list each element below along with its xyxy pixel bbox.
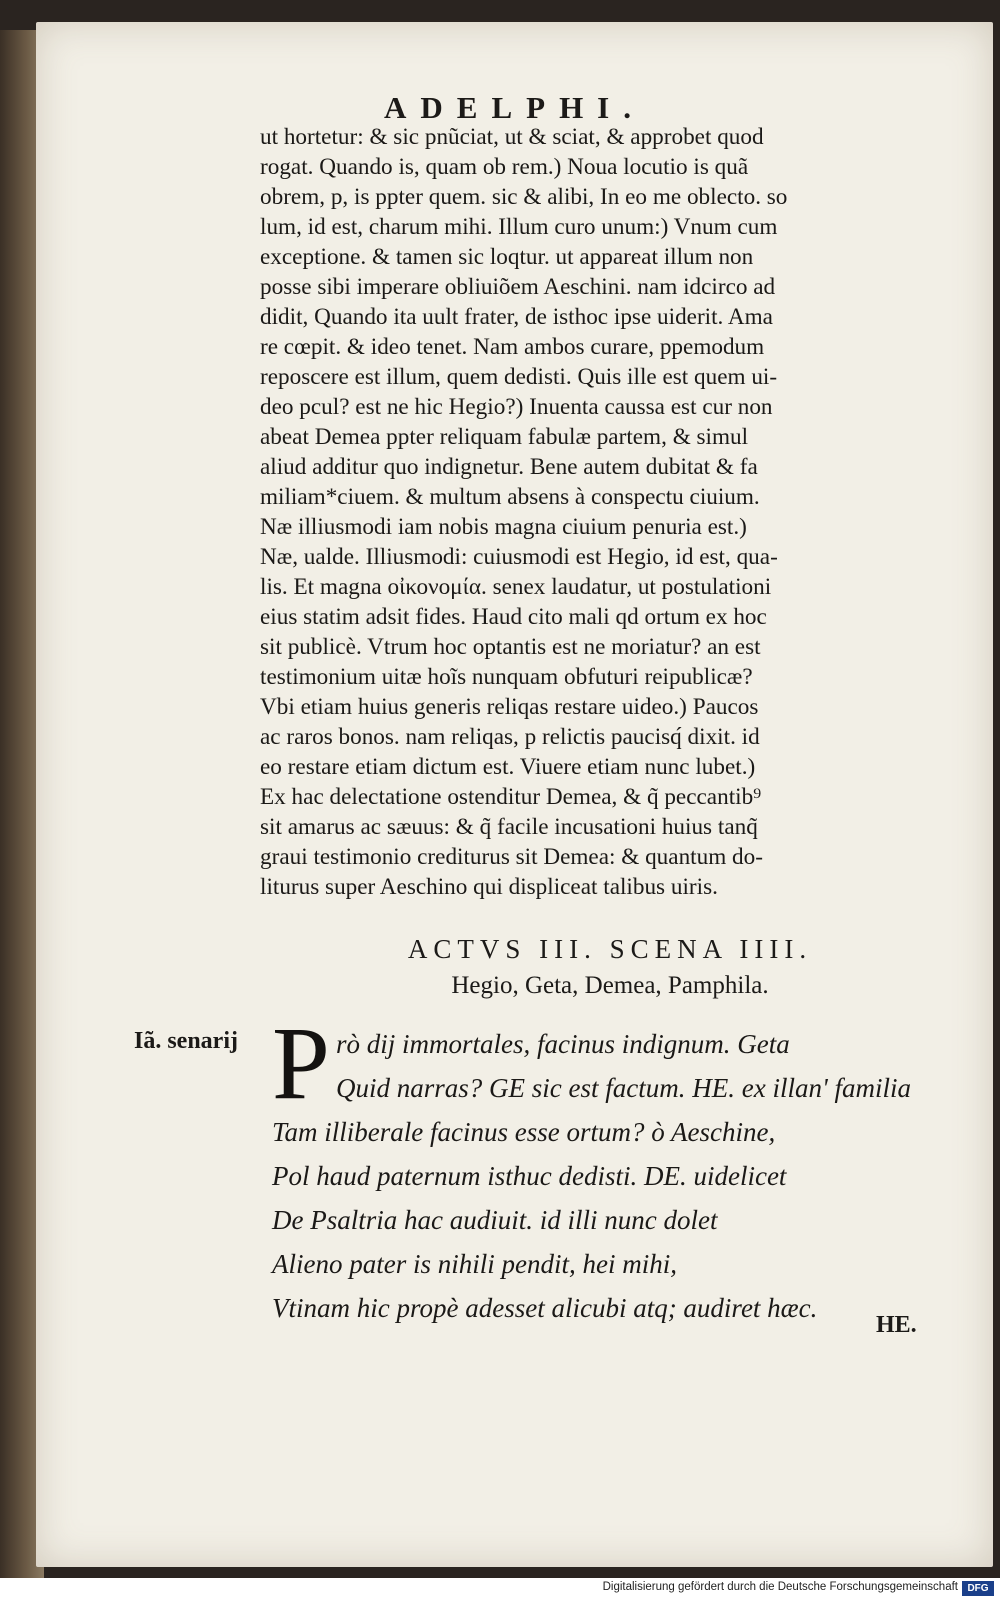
verse-text: [272, 1022, 972, 1330]
running-head: ADELPHI.: [384, 90, 645, 125]
verse-line: rò dij immortales, facinus indignum. Geta: [336, 1029, 790, 1059]
commentary-line: posse sibi imperare obliuiõem Aeschini. nam idcirco ad: [260, 274, 776, 300]
commentary-line: deo pcul? est ne hic Hegio?) Inuenta caussa est cur non: [260, 394, 773, 420]
commentary-line: obrem, p, is ppter quem. sic & alibi, In eo me oblecto. so: [260, 184, 788, 210]
commentary-line: lum, id est, charum mihi. Illum curo unum:) Vnum cum: [260, 214, 778, 240]
commentary-line: Næ illiusmodi iam nobis magna ciuium penuria est.): [260, 514, 747, 540]
catchword: HE.: [876, 1312, 917, 1338]
commentary-line: Vbi etiam huius generis reliqas restare uideo.) Paucos: [260, 694, 759, 720]
verse-line: Quid narras? GE sic est factum. HE. ex illan' familia: [336, 1073, 911, 1103]
verse-line: Tam illiberale facinus esse ortum? ò Aeschine,: [272, 1117, 776, 1147]
commentary-line: eius statim adsit fides. Haud cito mali qd ortum ex hoc: [260, 604, 767, 630]
drop-cap-initial: P: [272, 1006, 330, 1121]
commentary-line: reposcere est illum, quem dedisti. Quis ille est quem ui-: [260, 364, 778, 390]
commentary-line: graui testimonio crediturus sit Demea: & quantum do-: [260, 844, 763, 870]
commentary-line: didit, Quando ita uult frater, de isthoc ipse uiderit. Ama: [260, 304, 773, 330]
commentary-line: lis. Et magna οἰκονομία. senex laudatur, ut postulationi: [260, 574, 772, 600]
commentary-line: rogat. Quando is, quam ob rem.) Noua locutio is quã: [260, 154, 749, 180]
dfg-logo: DFG: [962, 1581, 994, 1596]
commentary-line: ac raros bonos. nam reliqas, p relictis paucisq́ dixit. id: [260, 724, 760, 750]
commentary-line: re cœpit. & ideo tenet. Nam ambos curare, ppemodum: [260, 334, 765, 360]
verse-line: Pol haud paternum isthuc dedisti. DE. uidelicet: [272, 1161, 787, 1191]
verse-line: De Psaltria hac audiuit. id illi nunc dolet: [272, 1205, 718, 1235]
book-page: [36, 22, 993, 1567]
digitization-footer: [0, 1578, 1000, 1601]
commentary-line: aliud additur quo indignetur. Bene autem dubitat & fa: [260, 454, 758, 480]
commentary-line: sit publicè. Vtrum hoc optantis est ne moriatur? an est: [260, 634, 761, 660]
verse-line: Alieno pater is nihili pendit, hei mihi,: [272, 1249, 677, 1279]
commentary-line: liturus super Aeschino qui displiceat talibus uiris.: [260, 874, 718, 900]
commentary-line: testimonium uitæ hoĩs nunquam obfuturi reipublicæ?: [260, 664, 753, 690]
commentary-text: [260, 122, 960, 902]
commentary-line: sit amarus ac sæuus: & q̃ facile incusationi huius tanq̃: [260, 814, 758, 840]
commentary-line: abeat Demea ppter reliquam fabulæ partem, & simul: [260, 424, 749, 450]
margin-note: Iã. senarij: [134, 1028, 238, 1054]
act-scene-heading: ACTVS III. SCENA IIII.: [407, 934, 813, 964]
commentary-line: exceptione. & tamen sic loqtur. ut appareat illum non: [260, 244, 754, 270]
commentary-line: Næ, ualde. Illiusmodi: cuiusmodi est Hegio, id est, qua-: [260, 544, 778, 570]
commentary-line: eo restare etiam dictum est. Viuere etiam nunc lubet.): [260, 754, 756, 780]
characters-list: Hegio, Geta, Demea, Pamphila.: [451, 972, 769, 999]
commentary-line: ut hortetur: & sic pnũciat, ut & sciat, & approbet quod: [260, 124, 764, 150]
commentary-line: miliam*ciuem. & multum absens à conspectu ciuium.: [260, 484, 760, 510]
verse-line: Vtinam hic propè adesset alicubi atq; audiret hæc.: [272, 1293, 818, 1323]
commentary-line: Ex hac delectatione ostenditur Demea, & q̃ peccantib⁹: [260, 784, 762, 810]
footer-credit: Digitalisierung gefördert durch die Deutsche Forschungsgemeinschaft: [602, 1581, 958, 1593]
